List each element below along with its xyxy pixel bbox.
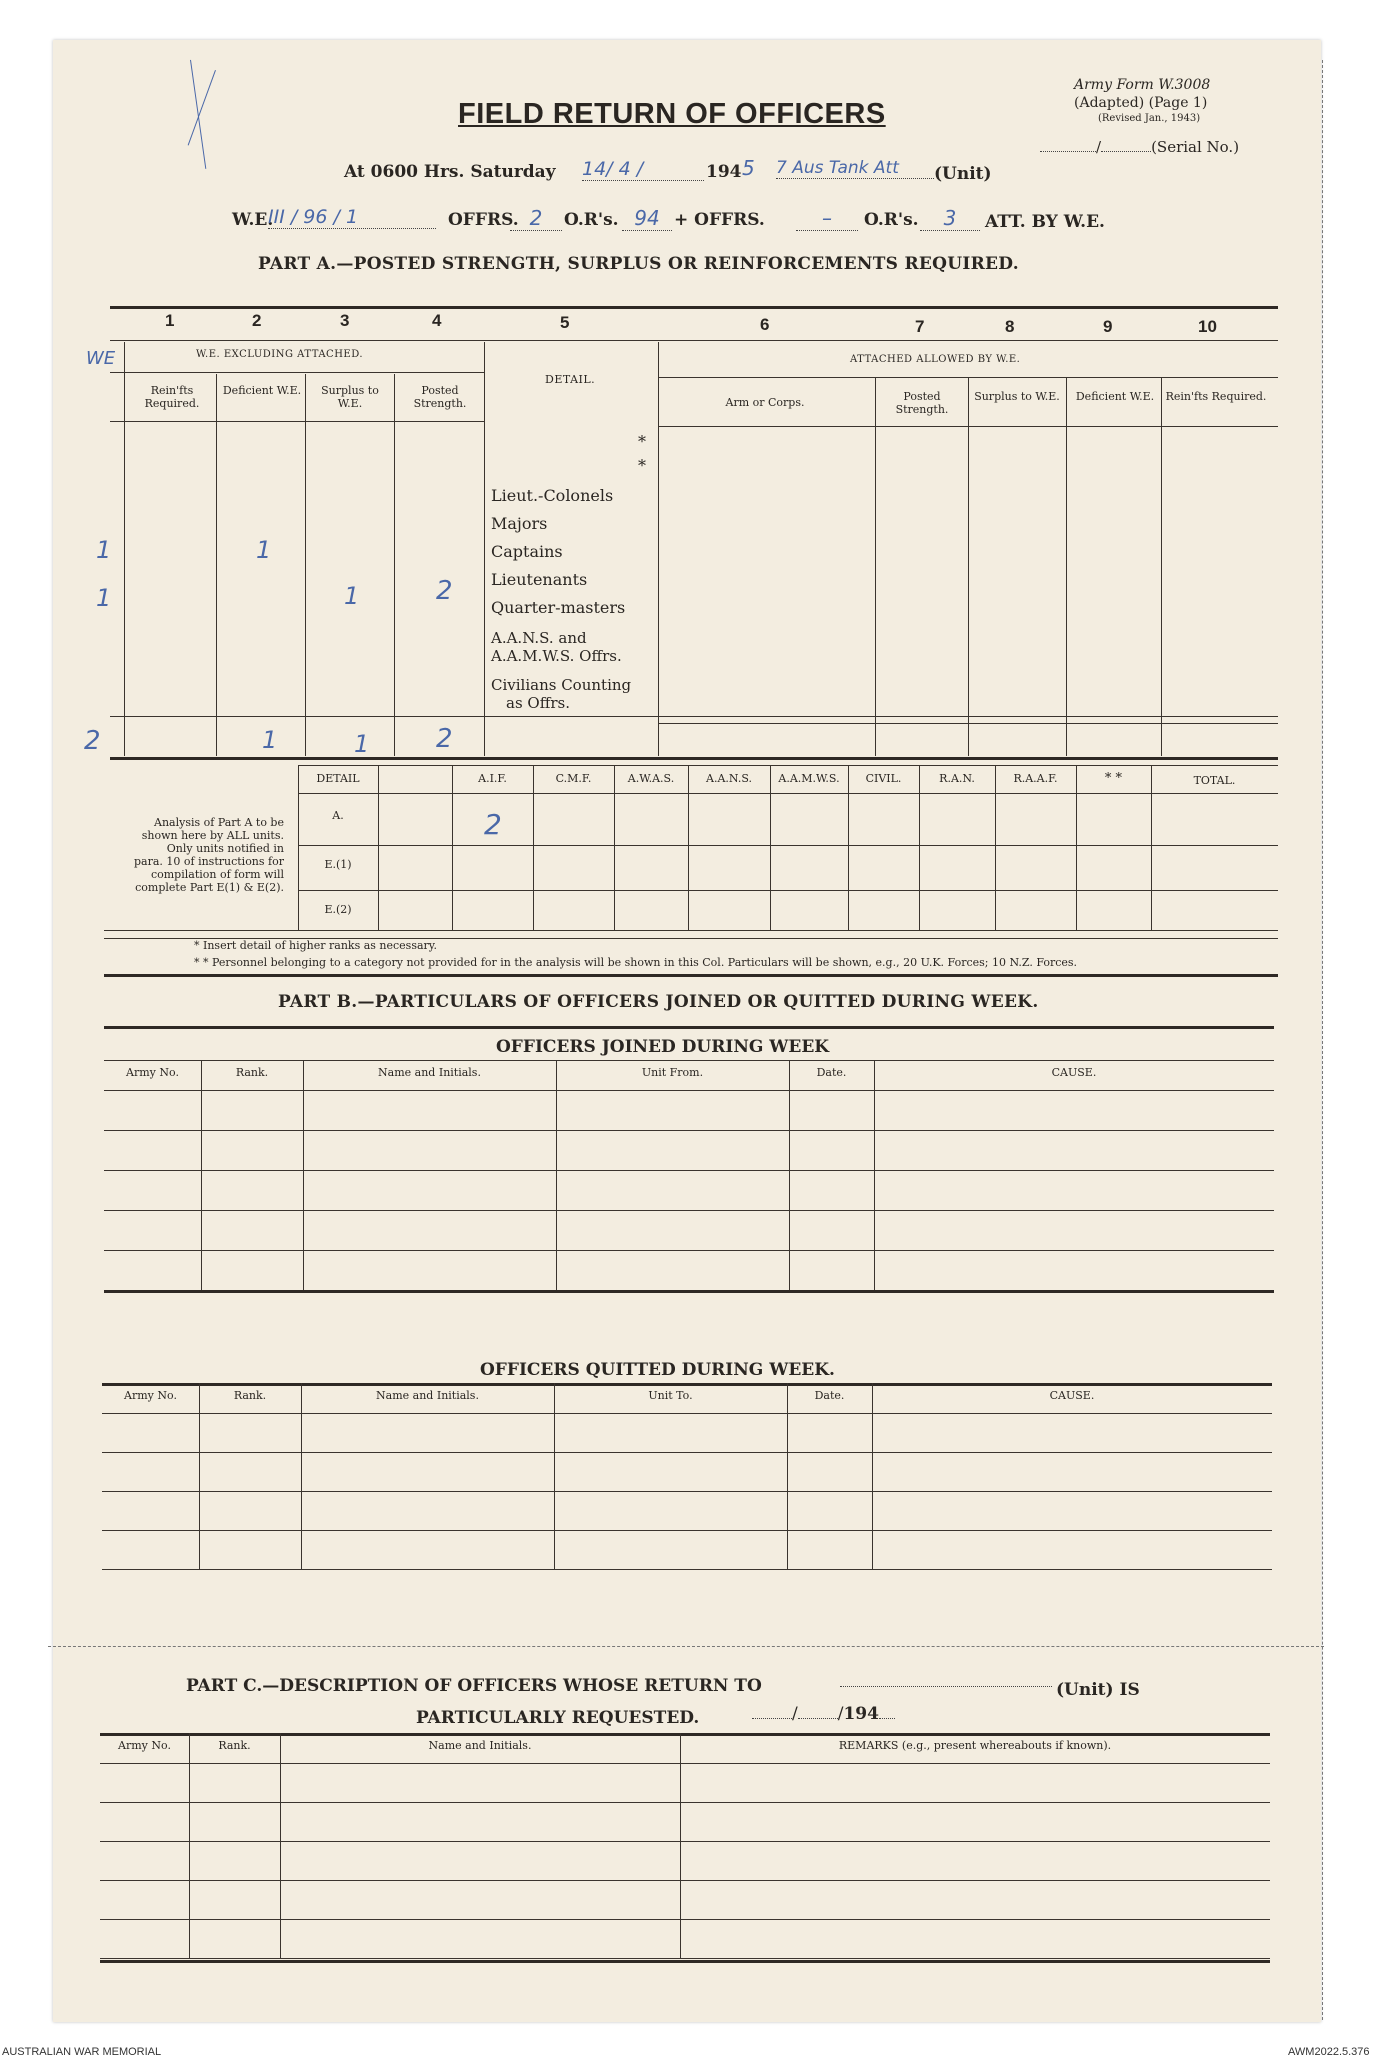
part-c-date-field[interactable]: / /194 — [752, 1704, 895, 1724]
hand-lieut-surplus: 1 — [344, 582, 360, 610]
col-divider — [789, 1060, 790, 1290]
col-divider — [1151, 765, 1152, 931]
ors-field[interactable]: 94 — [622, 206, 672, 231]
table-header: Date. — [814, 1389, 845, 1402]
analysis-header: A.I.F. — [478, 772, 507, 785]
rule — [110, 421, 485, 422]
rule — [104, 1090, 1274, 1091]
rule — [110, 721, 1278, 722]
perforation-right — [1322, 60, 1323, 2020]
col-divider — [688, 765, 689, 931]
table-row[interactable] — [100, 1802, 1270, 1803]
table-header: Army No. — [126, 1066, 179, 1079]
col-divider — [216, 374, 217, 756]
col-number: 9 — [1103, 317, 1113, 336]
table-row[interactable] — [102, 1530, 1272, 1531]
col-divider — [199, 1383, 200, 1569]
table-header: CAUSE. — [1049, 1389, 1095, 1402]
army-form-adapted: (Adapted) (Page 1) — [1074, 95, 1208, 111]
table-header: Rank. — [218, 1739, 251, 1752]
footer-accession: AWM2022.5.376 — [1288, 2046, 1370, 2058]
col-header: Rein'fts Required. — [1165, 390, 1267, 403]
col-number: 5 — [560, 313, 570, 332]
analysis-header: A.W.A.S. — [627, 772, 675, 785]
hand-total-surplus: 1 — [354, 730, 370, 758]
col-number: 6 — [760, 315, 770, 334]
col-divider — [872, 1383, 873, 1569]
col-header: Deficient W.E. — [222, 384, 302, 397]
col-divider — [680, 1733, 681, 1958]
col-number: 3 — [340, 311, 350, 330]
part-a-heading: PART A.—POSTED STRENGTH, SURPLUS OR REINFORCEMENTS REQUIRED. — [258, 254, 1019, 274]
analysis-note: Analysis of Part A to be shown here by ALL units. Only units notified in para. 10 of instructions for compilation of form will complete Part E(1) & E(2). — [133, 816, 284, 894]
ors-label: O.R's. — [564, 210, 619, 230]
analysis-row-label: A. — [332, 809, 344, 822]
table-row[interactable] — [104, 1210, 1274, 1211]
table-header: Unit To. — [648, 1389, 693, 1402]
serial-number: / (Serial No.) — [1040, 138, 1239, 156]
analysis-header: TOTAL. — [1193, 774, 1236, 787]
table-row[interactable] — [100, 1958, 1270, 1959]
analysis-header: A.A.M.W.S. — [778, 772, 840, 785]
analysis-header: * * — [1104, 771, 1123, 786]
col-divider — [554, 1383, 555, 1569]
col-divider — [301, 1383, 302, 1569]
rank-quarter-masters: Quarter-masters — [491, 598, 626, 617]
col-divider — [394, 374, 395, 756]
rank-civilians: Civilians Counting — [491, 676, 632, 694]
hand-total-deficient: 1 — [262, 726, 278, 754]
analysis-row-label: E.(1) — [324, 858, 352, 871]
hand-we-note: WE — [86, 348, 116, 369]
plus-offrs-field[interactable]: – — [796, 206, 858, 231]
army-form-number: Army Form W.3008 — [1074, 77, 1211, 93]
table-row[interactable] — [100, 1880, 1270, 1881]
col-header: Surplus to W.E. — [974, 390, 1060, 403]
col-divider — [770, 765, 771, 931]
date-field[interactable]: 14/ 4 / — [582, 158, 704, 181]
col-number: 8 — [1005, 317, 1015, 336]
col-header: Arm or Corps. — [725, 396, 805, 409]
rule — [102, 1413, 1272, 1414]
col-divider — [303, 1060, 304, 1290]
part-b-heading: PART B.—PARTICULARS OF OFFICERS JOINED OR QUITTED DURING WEEK. — [278, 992, 1039, 1012]
analysis-header: DETAIL — [316, 772, 360, 785]
col-divider — [452, 765, 453, 931]
hand-captains-deficient: 1 — [256, 536, 272, 564]
analysis-header: A.A.N.S. — [706, 772, 752, 785]
table-header: Rank. — [233, 1389, 267, 1402]
hand-lieut-reinfts: 1 — [96, 584, 112, 612]
table-row[interactable] — [104, 1170, 1274, 1171]
ors2-field[interactable]: 3 — [920, 206, 980, 231]
table-header: Army No. — [118, 1739, 171, 1752]
table-header: Name and Initials. — [378, 1066, 481, 1079]
star-row: * — [638, 432, 646, 451]
table-row[interactable] — [102, 1452, 1272, 1453]
we-excluding-header: W.E. EXCLUDING ATTACHED. — [196, 349, 364, 360]
perforation-fold — [48, 1646, 1324, 1647]
offrs-field[interactable]: 2 — [510, 206, 562, 231]
footer-credit: AUSTRALIAN WAR MEMORIAL — [2, 2046, 162, 2058]
col-divider — [787, 1383, 788, 1569]
table-header: Rank. — [235, 1066, 269, 1079]
table-header: Unit From. — [641, 1066, 704, 1079]
part-c-line2: PARTICULARLY REQUESTED. — [416, 1708, 700, 1728]
rank-lieutenants: Lieutenants — [491, 570, 588, 589]
rule — [100, 1960, 1270, 1963]
att-label: ATT. BY W.E. — [985, 212, 1105, 232]
col-divider — [533, 765, 534, 931]
col-divider — [875, 378, 876, 756]
col-number: 4 — [432, 311, 442, 330]
part-c-unit-field[interactable] — [840, 1672, 1052, 1691]
table-row[interactable] — [102, 1491, 1272, 1492]
rule — [104, 1060, 1274, 1061]
rule — [110, 372, 485, 373]
rank-civilians-cont: as Offrs. — [506, 694, 570, 712]
col-divider — [658, 342, 659, 756]
col-divider — [1066, 378, 1067, 756]
ors2-label: O.R's. — [864, 210, 919, 230]
footnote-2: * * Personnel belonging to a category not provided for in the analysis will be shown in this Col. Particulars will be shown, e.g., 20 U.K. Forces; 10 N.Z. Forces. — [194, 956, 1078, 969]
analysis-header: R.A.A.F. — [1013, 772, 1058, 785]
col-divider — [124, 342, 125, 756]
col-number: 10 — [1198, 317, 1217, 336]
col-divider — [201, 1060, 202, 1290]
rank-aamws: A.A.M.W.S. Offrs. — [491, 647, 622, 665]
rank-majors: Majors — [491, 514, 548, 533]
rule — [100, 1763, 1270, 1764]
unit-field[interactable]: 7 Aus Tank Att — [776, 158, 934, 179]
at-label: At 0600 Hrs. Saturday — [344, 162, 556, 182]
rule — [298, 765, 1278, 766]
col-number: 7 — [915, 317, 925, 336]
col-divider — [189, 1733, 190, 1958]
joined-title: OFFICERS JOINED DURING WEEK — [496, 1037, 830, 1057]
rule — [104, 974, 1278, 977]
col-divider — [995, 765, 996, 931]
hand-total-reinfts: 2 — [84, 726, 101, 756]
col-divider — [848, 765, 849, 931]
col-header: Rein'fts Required. — [144, 384, 200, 410]
col-divider — [614, 765, 615, 931]
star-row: * — [638, 456, 646, 475]
table-header: Name and Initials. — [376, 1389, 479, 1402]
col-header: Posted Strength. — [413, 384, 467, 410]
col-header: Deficient W.E. — [1075, 390, 1155, 403]
table-row[interactable] — [104, 1290, 1274, 1293]
col-divider — [919, 765, 920, 931]
rule — [104, 930, 1278, 931]
table-header: Date. — [816, 1066, 847, 1079]
table-row[interactable] — [104, 1250, 1274, 1251]
part-c-unit-is: (Unit) IS — [1056, 1680, 1140, 1700]
analysis-row-label: E.(2) — [324, 903, 352, 916]
offrs-label: OFFRS. — [448, 210, 519, 230]
rank-aans: A.A.N.S. and — [491, 629, 587, 647]
col-header: Posted Strength. — [895, 390, 949, 416]
table-row[interactable] — [104, 1130, 1274, 1131]
detail-header: DETAIL. — [545, 373, 596, 386]
col-divider — [968, 378, 969, 756]
table-header: Army No. — [124, 1389, 177, 1402]
unit-label: (Unit) — [934, 164, 992, 184]
we-label: W.E. — [232, 210, 274, 230]
table-header: Name and Initials. — [428, 1739, 532, 1752]
table-header: REMARKS (e.g., present whereabouts if known). — [838, 1739, 1112, 1752]
col-divider — [280, 1733, 281, 1958]
rank-captains: Captains — [491, 542, 563, 561]
rank-lieut-colonels: Lieut.-Colonels — [491, 486, 614, 505]
col-number: 1 — [165, 311, 175, 330]
table-row[interactable] — [100, 1919, 1270, 1920]
col-divider — [1076, 765, 1077, 931]
col-divider — [484, 342, 485, 756]
analysis-header: C.M.F. — [555, 772, 592, 785]
rule — [298, 793, 1278, 794]
col-divider — [305, 374, 306, 756]
col-divider — [1161, 378, 1162, 756]
col-divider — [378, 765, 379, 931]
army-form-revised: (Revised Jan., 1943) — [1098, 113, 1201, 124]
attached-allowed-header: ATTACHED ALLOWED BY W.E. — [850, 354, 1021, 365]
analysis-header: R.A.N. — [939, 772, 975, 785]
rule — [298, 890, 1278, 891]
col-header: Surplus to W.E. — [321, 384, 379, 410]
hand-captains-reinfts: 1 — [96, 536, 112, 564]
footnote-1: * Insert detail of higher ranks as necessary. — [194, 939, 438, 952]
col-divider — [556, 1060, 557, 1290]
hand-lieut-posted: 2 — [436, 576, 453, 606]
table-header: CAUSE. — [1051, 1066, 1097, 1079]
year-hand: 5 — [742, 156, 755, 180]
rule — [110, 757, 1278, 760]
table-row[interactable] — [102, 1569, 1272, 1570]
quitted-title: OFFICERS QUITTED DURING WEEK. — [480, 1360, 835, 1380]
rule — [110, 340, 1278, 341]
plus-offrs-label: + OFFRS. — [674, 210, 765, 230]
we-field[interactable]: III / 96 / 1 — [268, 206, 436, 229]
year-label: 194 — [706, 162, 742, 182]
form-title: FIELD RETURN OF OFFICERS — [458, 98, 886, 130]
table-row[interactable] — [100, 1841, 1270, 1842]
part-a-top-rule — [110, 306, 1278, 309]
rule — [110, 716, 1278, 717]
part-c-heading: PART C.—DESCRIPTION OF OFFICERS WHOSE RETURN TO — [186, 1676, 762, 1696]
rule — [298, 845, 1278, 846]
rule — [100, 1733, 1270, 1736]
rule — [102, 1383, 1272, 1386]
col-divider — [874, 1060, 875, 1290]
rule — [104, 1026, 1274, 1029]
analysis-header: CIVIL. — [865, 772, 902, 785]
col-number: 2 — [252, 311, 262, 330]
hand-total-posted: 2 — [436, 724, 453, 754]
hand-aif-count: 2 — [484, 808, 502, 841]
